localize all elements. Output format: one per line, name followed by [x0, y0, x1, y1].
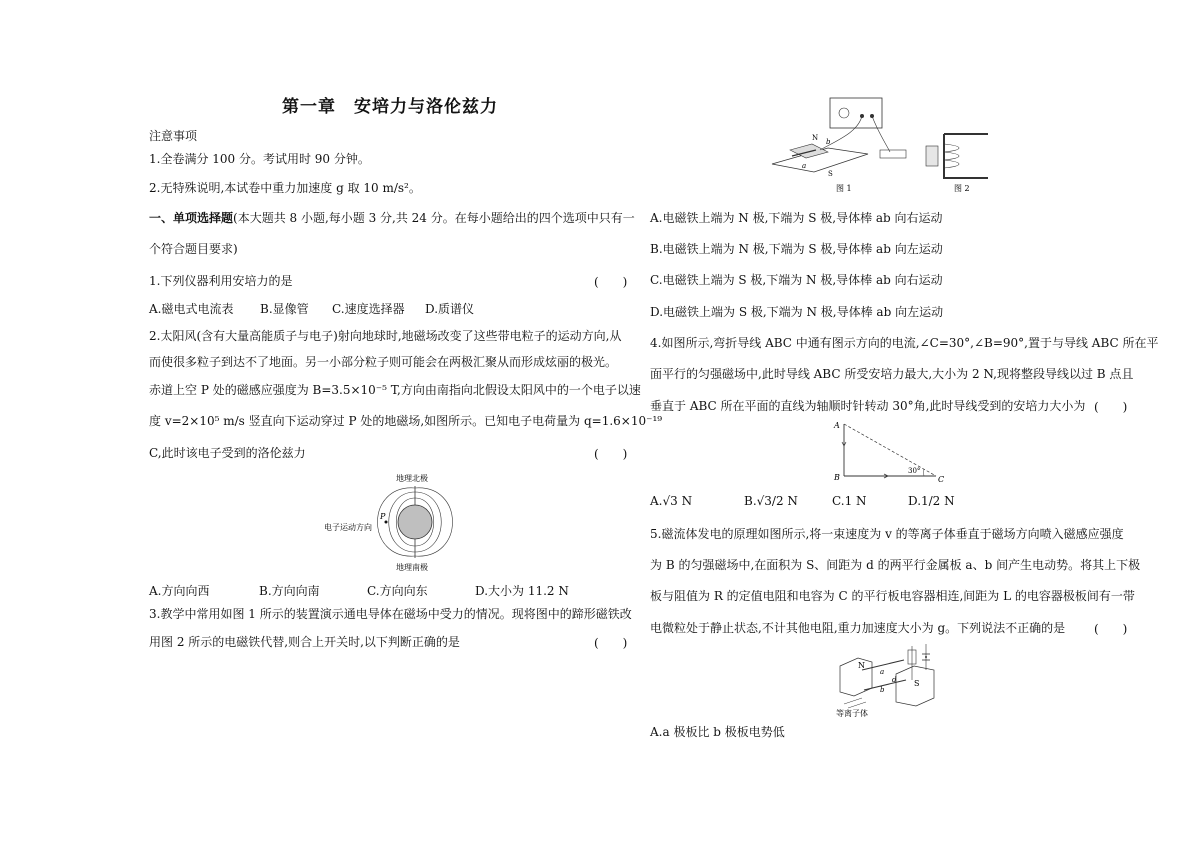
q3-option: C.电磁铁上端为 S 极,下端为 N 极,导体棒 ab 向右运动 [650, 273, 943, 287]
south-label: 地理南极 [396, 563, 428, 572]
q5-s-label: S [914, 679, 920, 688]
north-label: 地理北极 [396, 474, 428, 483]
note-item: 2.无特殊说明,本试卷中重力加速度 g 取 10 m/s²。 [149, 181, 421, 195]
q2-option: A.方向向西 [149, 584, 210, 598]
q3-a-label: a [802, 162, 807, 170]
q4-line: 垂直于 ABC 所在平面的直线为轴顺时针转动 30°角,此时导线受到的安培力大小为 [650, 399, 1086, 413]
q3-option: A.电磁铁上端为 N 极,下端为 S 极,导体棒 ab 向右运动 [650, 211, 943, 225]
q4-line: 面平行的匀强磁场中,此时导线 ABC 所受安培力最大,大小为 2 N,现将整段导线以过 B 点且 [650, 367, 1134, 381]
motion-label: 电子运动方向 [324, 523, 372, 532]
answer-blank: ( ) [594, 447, 628, 461]
angle-label: 30° [908, 467, 921, 475]
q3-n-label: N [812, 134, 819, 142]
q3-b-label: b [826, 138, 831, 146]
vertex-a-label: A [834, 421, 840, 430]
section-text-cont: 个符合题目要求) [149, 242, 238, 256]
q5-line: 电微粒处于静止状态,不计其他电阻,重力加速度大小为 g。下列说法不正确的是 [650, 621, 1066, 635]
answer-blank: ( ) [1094, 622, 1128, 636]
q4-option: D.1/2 N [908, 494, 955, 508]
plasma-label: 等离子体 [836, 709, 868, 718]
q1-option: D.质谱仪 [425, 302, 475, 316]
answer-blank: ( ) [594, 636, 628, 650]
q4-option: B.√3/2 N [744, 494, 798, 508]
q3-figures [768, 92, 988, 197]
point-p-label: P [380, 512, 386, 521]
note-item: 1.全卷满分 100 分。考试用时 90 分钟。 [149, 152, 370, 166]
q4-line: 4.如图所示,弯折导线 ABC 中通有图示方向的电流,∠C=30°,∠B=90°,置于与导线 ABC 所在平 [650, 336, 1159, 350]
q2-line: 赤道上空 P 处的磁感应强度为 B=3.5×10⁻⁵ T,方向由南指向北假设太阳风中的一个电子以速 [149, 383, 641, 397]
plate-a-label: a [880, 668, 885, 676]
q2-line: 度 v=2×10⁵ m/s 竖直向下运动穿过 P 处的地磁场,如图所示。已知电子电荷量为 q=1.6×10⁻¹⁹ [149, 414, 663, 428]
q5-line: 为 B 的匀强磁场中,在面积为 S、间距为 d 的两平行金属板 a、b 间产生电动势。将其上下极 [650, 558, 1141, 572]
q2-line: 2.太阳风(含有大量高能质子与电子)射向地球时,地磁场改变了这些带电粒子的运动方向,从 [149, 329, 622, 343]
q5-line: 板与阻值为 R 的定值电阻和电容为 C 的平行板电容器相连,间距为 L 的电容器极板间有一带 [650, 589, 1135, 603]
q2-line: 而使很多粒子到达不了地面。另一小部分粒子则可能会在两极汇聚从而形成炫丽的极光。 [149, 355, 618, 369]
triangle-abc-figure [828, 418, 950, 486]
page-title: 第一章 安培力与洛伦兹力 [282, 97, 498, 117]
q5-n-label: N [858, 661, 865, 670]
plate-b-label: b [880, 686, 885, 694]
answer-blank: ( ) [594, 275, 628, 289]
q1-option: A.磁电式电流表 [149, 302, 234, 316]
mhd-generator-figure [834, 640, 944, 718]
earth-field-figure [320, 470, 490, 574]
fig2-label: 图 2 [954, 184, 970, 193]
q3-option: D.电磁铁上端为 S 极,下端为 N 极,导体棒 ab 向左运动 [650, 305, 944, 319]
fig1-label: 图 1 [836, 184, 852, 193]
q4-option: A.√3 N [650, 494, 693, 508]
q5-option: A.a 极板比 b 极板电势低 [650, 725, 785, 739]
q3-line: 3.教学中常用如图 1 所示的装置演示通电导体在磁场中受力的情况。现将图中的蹄形磁铁改 [149, 607, 632, 621]
vertex-b-label: B [834, 473, 840, 482]
q1-option: B.显像管 [260, 302, 309, 316]
q5-line: 5.磁流体发电的原理如图所示,将一束速度为 v 的等离子体垂直于磁场方向喷入磁感应强度 [650, 527, 1124, 541]
answer-blank: ( ) [1094, 400, 1128, 414]
vertex-c-label: C [938, 475, 945, 484]
q3-option: B.电磁铁上端为 N 极,下端为 S 极,导体棒 ab 向左运动 [650, 242, 943, 256]
q1-option: C.速度选择器 [332, 302, 405, 316]
section-line [149, 210, 635, 226]
q2-line: C,此时该电子受到的洛伦兹力 [149, 446, 306, 460]
q3-s-label: S [828, 170, 833, 178]
q2-option: D.大小为 11.2 N [475, 584, 569, 598]
q1-stem: 1.下列仪器利用安培力的是 [149, 274, 293, 288]
gap-d-label: d [892, 676, 897, 684]
section-text: (本大题共 8 小题,每小题 3 分,共 24 分。在每小题给出的四个选项中只有一 [233, 211, 635, 225]
q4-option: C.1 N [832, 494, 867, 508]
q3-line: 用图 2 所示的电磁铁代替,则合上开关时,以下判断正确的是 [149, 635, 460, 649]
notes-heading: 注意事项 [149, 129, 198, 143]
q2-option: B.方向向南 [259, 584, 320, 598]
q2-option: C.方向向东 [367, 584, 428, 598]
section-label: 一、单项选择题 [149, 211, 234, 225]
